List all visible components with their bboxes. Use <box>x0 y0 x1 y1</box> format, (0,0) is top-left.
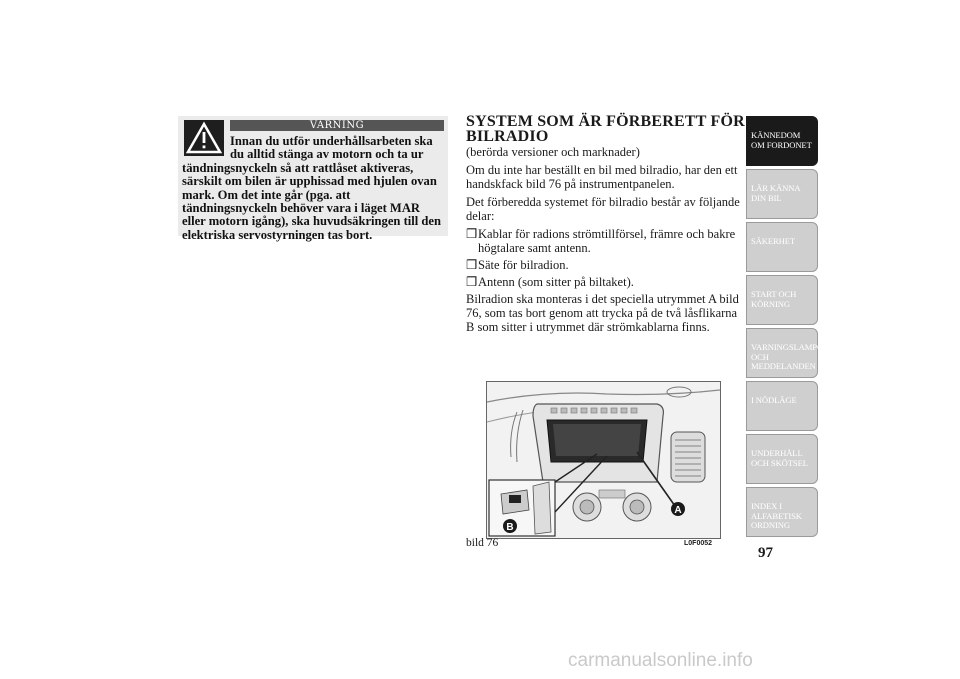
tab-sakerhet[interactable] <box>746 222 818 272</box>
warning-text <box>182 135 444 242</box>
tab-label: VARNINGSLAMPOR OCH MEDDELANDEN <box>751 342 829 372</box>
tab-kannedom-om-fordonet[interactable] <box>746 116 818 166</box>
list-item <box>466 227 746 255</box>
figure-caption: bild 76 <box>466 537 499 549</box>
paragraph-2: Det förberedda systemet för bilradio består av följande delar: <box>466 195 740 223</box>
section-subtitle: (berörda versioner och marknader) <box>466 145 640 159</box>
bullet-list <box>466 227 746 289</box>
warning-heading: VARNING <box>230 120 444 131</box>
tab-label: I NÖDLÄGE <box>751 395 797 405</box>
section-content <box>466 114 746 338</box>
paragraph-3: Bilradion ska monteras i det speciella utrymmet A bild 76, som tas bort genom att trycka på de två låsflikarna B som sitter i utrymmet där strömkablarna finns. <box>466 292 739 334</box>
list-item <box>466 258 746 272</box>
chapter-tabs <box>746 116 829 540</box>
warning-box <box>178 116 448 242</box>
tab-underhall-och-skotsel[interactable] <box>746 434 818 484</box>
tab-lar-kanna-din-bil[interactable] <box>746 169 818 219</box>
checkbox-bullet-icon: ❒ <box>466 227 478 241</box>
tab-label: LÄR KÄNNA DIN BIL <box>751 183 800 203</box>
tab-start-och-korning[interactable] <box>746 275 818 325</box>
list-item-text: Antenn (som sitter på biltaket). <box>478 275 634 289</box>
tab-index[interactable] <box>746 487 818 537</box>
tab-label: START OCH KÖRNING <box>751 289 797 309</box>
tab-varningslampor[interactable] <box>746 328 829 378</box>
tab-label: SÄKERHET <box>751 236 796 246</box>
checkbox-bullet-icon: ❒ <box>466 258 478 272</box>
list-item-text: Säte för bilradion. <box>478 258 569 272</box>
tab-i-nodlage[interactable] <box>746 381 818 431</box>
figure-code: L0F0052 <box>684 540 713 547</box>
checkbox-bullet-icon: ❒ <box>466 275 478 289</box>
list-item <box>466 275 746 289</box>
paragraph-1: Om du inte har beställt en bil med bilradio, har den ett handskfack bild 76 på instrumentpanelen. <box>466 163 738 191</box>
list-item-text: Kablar för radions strömtillförsel, främre och bakre högtalare samt antenn. <box>478 227 736 255</box>
warning-text-rest: tändningsnyckeln så att rattlåset aktiveras, särskilt om bilen är upphissad med hjulen ovan mark. Om det inte går (pga. att tändningsnyckeln behöver vara i läget MAR eller motorn igång), ska huvudsäkringen till den elektriska servostyrningen tas bort. <box>182 160 442 242</box>
tab-label: KÄNNEDOM OM FORDONET <box>751 130 812 150</box>
tab-label: UNDERHÅLL OCH SKÖTSEL <box>751 448 808 468</box>
watermark: carmanualsonline.info <box>568 650 753 671</box>
page-number: 97 <box>758 545 773 561</box>
radio-compartment-illustration <box>486 381 721 539</box>
callout-a: A <box>674 505 682 516</box>
warning-text-indented: Innan du utför underhållsarbeten ska du alltid stänga av motorn och ta ur <box>230 134 433 162</box>
tab-label: INDEX I ALFABETISK ORDNING <box>751 501 802 531</box>
section-title: SYSTEM SOM ÄR FÖRBERETT FÖR BILRADIO <box>466 113 745 145</box>
callout-b: B <box>506 522 514 533</box>
